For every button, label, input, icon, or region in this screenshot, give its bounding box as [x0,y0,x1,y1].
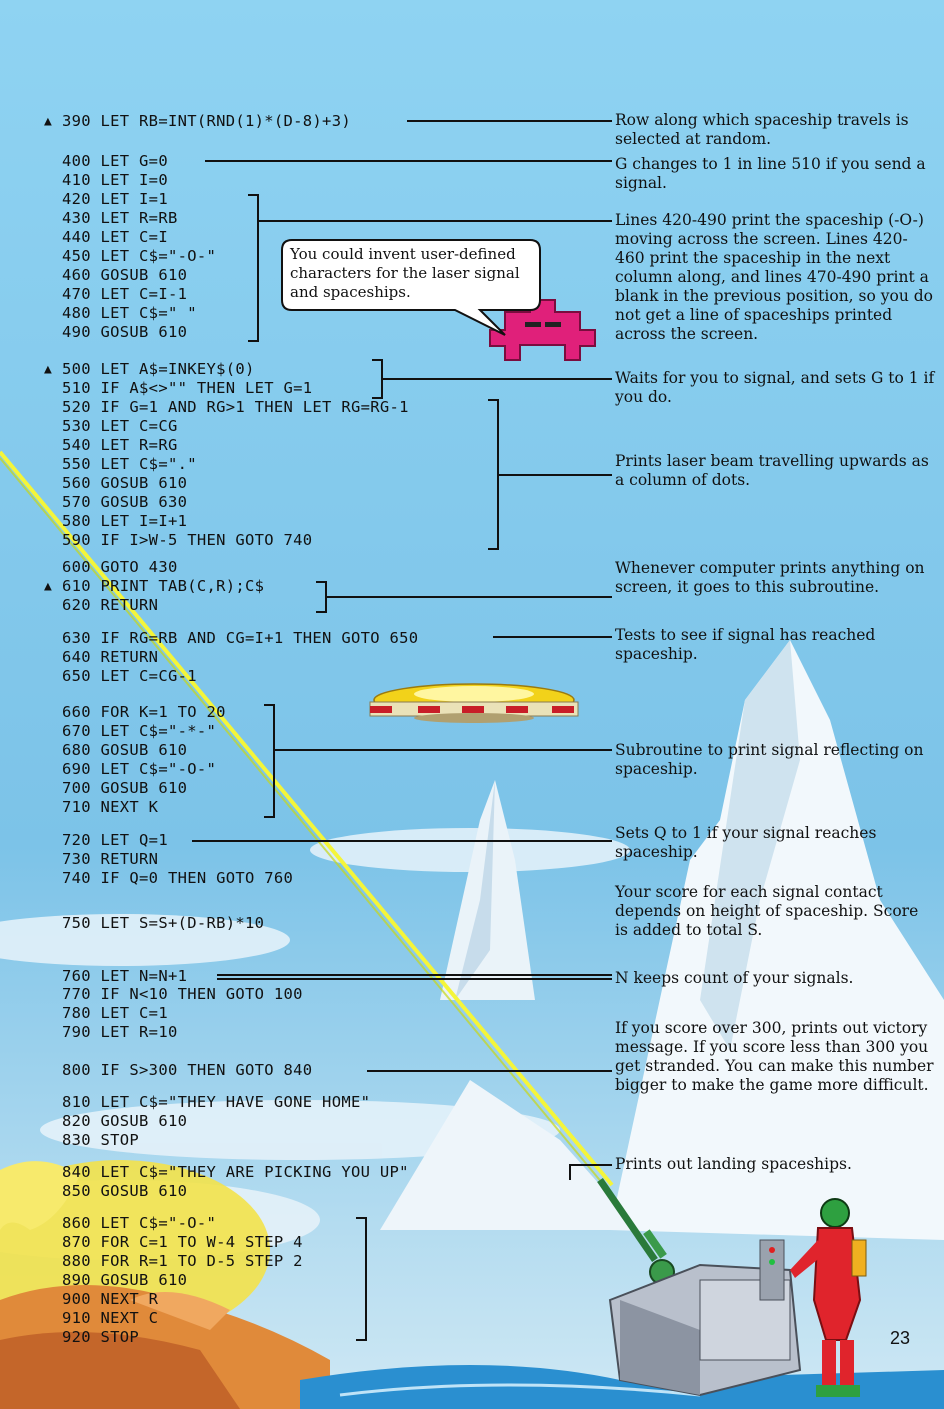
basic-program-listing: ▲ 390 LET RB=INT(RND(1)*(D-8)+3) 400 LET G=0 410 LET I=0 420 LET I=1 430 LET R=RB 440 LET C=I 450 LET C$="-O-" 460 GOSUB 610 470 LET C=I-1 480 LET C$=" " 490 GOSUB 610 ▲ 500 LET A$=INKEY$(0) 510 IF A$<>"" THEN LET G=1 520 IF G=1 AND RG>1 THEN LET RG=RG-1 530 LET C=CG 540 LET R=RG 550 LET C$="." 560 GOSUB 610 570 GOSUB 630 580 LET I=I+1 590 IF I>W-5 THEN GOTO 740 600 GOTO 430 ▲ 610 PRINT TAB(C,R);C$ 620 RETURN 630 IF RG=RB AND CG=I+1 THEN GOTO 650 640 RETURN 650 LET C=CG-1 660 FOR K=1 TO 20 670 LET C$="-*-" 680 GOSUB 610 690 LET C$="-O-" 700 GOSUB 610 710 NEXT K 720 LET Q=1 730 RETURN 740 IF Q=0 THEN GOTO 760 750 LET S=S+(D-RB)*10 760 LET N=N+1 770 IF N<10 THEN GOTO 100 780 LET C=1 790 LET R=10 800 IF S>300 THEN GOTO 840 810 LET C$="THEY HAVE GONE HOME" 820 GOSUB 610 830 STOP 840 LET C$="THEY ARE PICKING YOU UP" 850 GOSUB 610 860 LET C$="-O-" 870 FOR C=1 TO W-4 STEP 4 880 FOR R=1 TO D-5 STEP 2 890 GOSUB 610 900 NEXT R 910 NEXT C 920 STOP [44,112,419,1346]
note-print-subroutine: Whenever computer prints anything on screen, it goes to this subroutine. [615,559,925,596]
note-laser-beam: Prints laser beam travelling upwards as a column of dots. [615,452,929,489]
note-g-changes: G changes to 1 in line 510 if you send a signal. [615,155,926,192]
marker-triangle: ▲ [44,362,53,377]
marker-triangle: ▲ [44,579,53,594]
note-set-q: Sets Q to 1 if your signal reaches spaceship. [615,824,877,861]
note-wait-signal: Waits for you to signal, and sets G to 1 if you do. [615,369,935,406]
note-score: Your score for each signal contact depends on height of spaceship. Score is added to total S. [615,883,919,939]
note-victory: If you score over 300, prints out victory message. If you score less than 300 you get stranded. You can make this number bigger to make the game more difficult. [615,1019,934,1094]
page-number: 23 [890,1328,911,1348]
speech-bubble-text: You could invent user-defined characters for the laser signal and spaceships. [290,245,520,301]
note-landing-ships: Prints out landing spaceships. [615,1155,852,1173]
note-test-signal: Tests to see if signal has reached spaceship. [615,626,876,663]
note-print-spaceship: Lines 420-490 print the spaceship (-O-) moving across the screen. Lines 420-460 print the spaceship in the next column along, and lines 470-490 print a blank in the previous position, so you do not get a line of spaceships printed across the screen. [615,211,933,343]
note-count-signals: N keeps count of your signals. [615,969,854,987]
note-reflect-signal: Subroutine to print signal reflecting on spaceship. [615,741,924,778]
note-random-row: Row along which spaceship travels is selected at random. [615,111,909,148]
marker-triangle: ▲ [44,114,53,129]
